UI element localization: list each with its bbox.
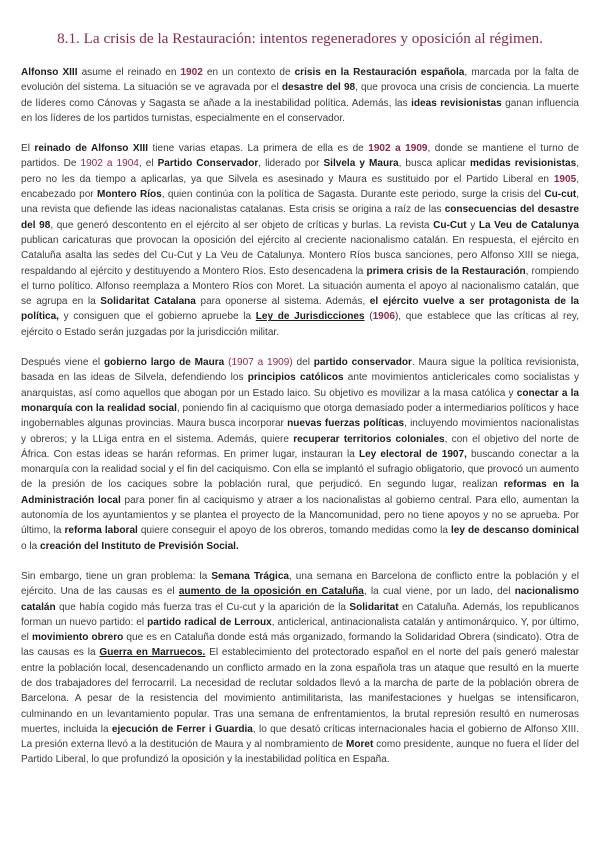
highlighted-term: 1902 a 1909 [368, 143, 428, 155]
text-run: , el [138, 158, 158, 170]
text-run: tiene varias etapas. La primera de ella es de [148, 143, 369, 155]
text-run: , liderado por [258, 158, 324, 170]
text-run: , poniendo fin al caciquismo que otorga demasiado poder a intermediarios políticos y hace ingobernables algunas provincias. Maura busca incorporar [21, 402, 579, 430]
text-run: , rompiendo el turno político. Alfonso reemplaza a Montero Ríos con Moret. La situación aumenta el apoyo al nacionalismo catalán, que se agrupa en la [21, 265, 579, 308]
text-run: , la cual viene, por un lado, del [363, 586, 515, 598]
text-run: , marcada por la falta de evolución del sistema. La situación se ve agravada por el [21, 67, 580, 94]
highlighted-term: crisis en la Restauración española [294, 67, 465, 78]
text-run: , pero no les da tiempo a aplicarlas, ya que Silvela es asesinado y Maura es sustituido por el Partido Liberal en [21, 158, 579, 185]
text-run: Después viene el [21, 357, 104, 369]
highlighted-term: Ley de Jurisdicciones [255, 311, 365, 323]
text-run: , quien continúa con la política de Sagasta. Durante este periodo, surge la crisis del [161, 189, 545, 201]
text-run: y [466, 219, 479, 231]
highlighted-term: Moret [346, 739, 374, 751]
highlighted-term: La Veu de Catalunya [478, 219, 580, 231]
highlighted-term: gobierno largo de Maura [103, 357, 225, 369]
highlighted-term: Silvela y Maura [323, 158, 399, 170]
highlighted-term: nuevas fuerzas políticas [287, 418, 405, 430]
text-run: , donde se mantiene el turno de partidos. De [21, 143, 579, 170]
text-run: para oponerse al sistema. Además, [195, 296, 370, 308]
highlighted-term: primera crisis de la Restauración [366, 265, 526, 277]
text-run: y consiguen que el gobierno apruebe la [58, 311, 256, 323]
text-run: quiere conseguir el apoyo de los obreros, tomando medidas como la [137, 525, 452, 537]
highlighted-term: creación del Instituto de Previsión Social. [40, 540, 239, 552]
text-run: , una semana en Barcelona de conflicto entre la población y el ejército. Una de las causas es el [21, 570, 579, 598]
text-run: ), que establece que las críticas al rey, ejército o Estado serán juzgadas por la jurisdicción militar. [21, 311, 579, 338]
highlighted-term: reinado de Alfonso XIII [34, 143, 148, 155]
highlighted-term: principios católicos [247, 372, 344, 384]
highlighted-term: Cu-cut [544, 189, 577, 201]
text-run: buscando conectar a la monarquía con la realidad social y el fin del caciquismo. Con ella se implantó el sufragio obligatorio, que provocó un aumento de la presión de los caciques sobre la población rural, que perjudicó. En segundo lugar, realizan [21, 448, 579, 491]
text-run: del [292, 357, 314, 369]
highlighted-term: 1906 [372, 311, 395, 323]
text-run: , encabezado por [21, 173, 579, 201]
highlighted-term: (1907 a 1909) [228, 357, 293, 369]
text-run: para poner fin al caciquismo y atraer a los nacionalistas al gobierno central. Para ello, aumentan la autonomía de los ayuntamientos y se plantea el proyecto de la Mancomunidad, pero no tiene apoyos y no se aprueba. Por último, la [21, 494, 579, 537]
text-run: El establecimiento del protectorado español en el norte del país generó malestar entre la población local, desencadenando un conflicto armado en la zona española tras un ataque que resultó en la muerte de dos trabajadores del ferrocarril. La necesidad de reclutar soldados llevó a la marcha de parte de la población obrera de Barcelona. A pesar de la resistencia del movimiento antimilitarista, las manifestaciones y huelgas se intensificaron, culminando en un levantamiento popular. Tras una semana de enfrentamientos, la brutal represión resultó en numerosas muertes, incluida la [21, 647, 579, 735]
text-run: o la [21, 540, 40, 552]
text-run: en Cataluña. Además, los republicanos forman un nuevo partido: el [21, 601, 580, 628]
text-run: El [21, 143, 35, 155]
page-title: 8.1. La crisis de la Restauración: intentos regeneradores y oposición al régimen. [57, 30, 543, 47]
highlighted-term: Solidaritat Catalana [100, 296, 196, 308]
text-run: que es en Cataluña donde está más organizado, formando la Solidaridad Obrera (sindicato). Otra de las causas es la [21, 632, 579, 659]
highlighted-term: Montero Ríos [96, 189, 162, 201]
text-run: , anticlerical, antinacionalista catalán y antimonárquico. Y, por último, el [21, 616, 580, 644]
highlighted-term: movimiento obrero [31, 632, 124, 644]
text-run: . Maura sigue la política revisionista, basada en las ideas de Silvela, defendiendo los [21, 357, 580, 384]
highlighted-term: medidas revisionistas [469, 158, 577, 170]
paragraph-tragic-week [21, 569, 579, 768]
highlighted-term: partido radical de Lerroux [147, 616, 272, 628]
highlighted-term: reforma laboral [64, 525, 138, 537]
highlighted-term: 1902 [180, 67, 203, 78]
text-run: , incluyendo movimientos nacionalistas y obreros; y la LLiga entra en el sistema. Además, quiere [21, 418, 579, 445]
paragraph-first-stage [21, 141, 579, 340]
highlighted-term: conectar a la monarquía con la realidad social [21, 387, 580, 414]
highlighted-term: recuperar territorios coloniales [293, 433, 445, 445]
highlighted-term: el ejército vuelve a ser protagonista de la política, [21, 296, 579, 323]
text-run: ganan influencia en los líderes de los partidos turnistas, especialmente en el conservador. [21, 97, 579, 124]
highlighted-term: ley de descanso dominical [451, 525, 579, 537]
text-run: , con el objetivo del norte de África. Con estas ideas se harán reformas. En primer lugar, instauran la [21, 433, 579, 460]
highlighted-term: Cu-Cut [433, 219, 467, 231]
paragraph-maura-government [21, 355, 579, 554]
highlighted-term: Guerra en Marruecos. [99, 647, 206, 659]
text-run: , una revista que defiende las ideas nacionalistas catalanas. Esta crisis se origina a raíz de las [21, 189, 579, 216]
highlighted-term: partido conservador [313, 357, 412, 369]
highlighted-term: consecuencias del desastre del 98 [21, 204, 579, 231]
text-run: ante movimientos anticlericales como socialistas y anarquistas, así como aquellos que abogan por un Estado laico. Su objetivo es movilizar a la masa católica y [21, 372, 580, 399]
text-run: , que generó descontento en el ejército al ser objeto de críticas y burlas. La revista [50, 219, 434, 231]
text-run: en un contexto de [202, 67, 295, 78]
text-run: Sin embargo, tiene un gran problema: la [21, 570, 212, 582]
highlighted-term: ideas revisionistas [411, 97, 502, 109]
highlighted-term: aumento de la oposición en Cataluña [178, 586, 364, 598]
text-run: , lo que desató críticas internacionales hacia el gobierno de Alfonso XIII. La presión externa llevó a la destitución de Maura y al nombramiento de [21, 723, 579, 751]
highlighted-term: 1905 [553, 173, 577, 185]
highlighted-term: Alfonso XIII [21, 67, 78, 78]
highlighted-term: desastre del 98 [281, 82, 356, 94]
highlighted-term: Partido Conservador [157, 158, 259, 170]
text-run: ( [364, 311, 373, 323]
highlighted-term: 1902 a 1904 [80, 158, 139, 170]
text-run: publican caricaturas que provocan la oposición del ejército al creciente nacionalismo catalán. En respuesta, el ejército en Cataluña asalta las sedes del Cu-Cut y La Veu de Catalunya. Montero Ríos busca sanciones, pero Alfonso XIII se niega, respaldando al ejército y destituyendo a Montero Ríos. Esto desencadena la [21, 234, 579, 277]
highlighted-term: ejecución de Ferrer i Guardia [111, 723, 253, 735]
text-run: que había cogido más fuerza tras el Cu-cut y la aparición de la [55, 601, 350, 613]
text-run: , busca aplicar [398, 158, 470, 170]
highlighted-term: Ley electoral de 1907, [358, 448, 467, 460]
highlighted-term: reformas en la Administración local [21, 479, 580, 506]
text-run: como presidente, aunque no fuera el líder del Partido Liberal, lo que profundizó la oposición y la inestabilidad política en España. [21, 739, 580, 766]
text-run: , que provoca una crisis de conciencia. La muerte de líderes como Cánovas y Sagasta se añade a la inestabilidad política. Además, las [21, 82, 580, 109]
paragraph-intro [21, 65, 579, 126]
text-run: asume el reinado en [77, 67, 181, 78]
highlighted-term: nacionalismo catalán [21, 586, 579, 613]
highlighted-term: Semana Trágica [211, 570, 290, 582]
highlighted-term: Solidaritat [349, 601, 399, 613]
